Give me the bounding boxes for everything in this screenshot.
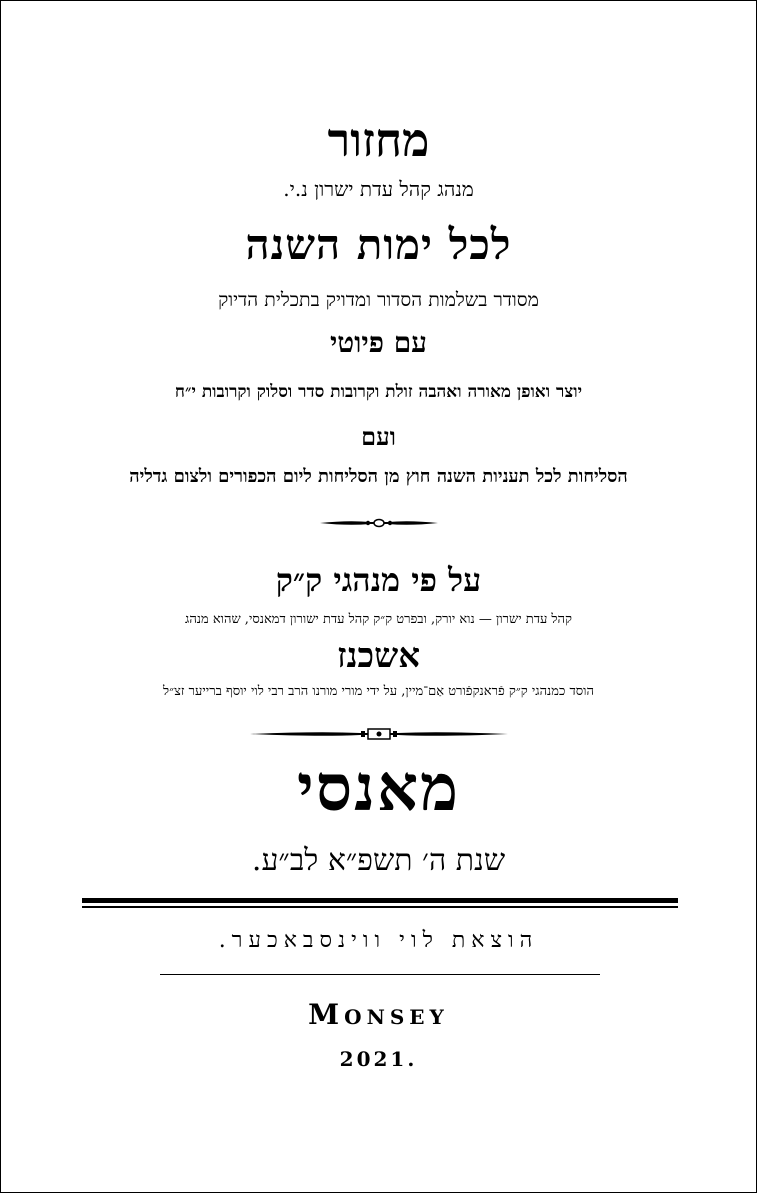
bottom-rule — [160, 974, 600, 975]
selichot-line: הסליחות לכל תעניות השנה חוץ מן הסליחות ליום הכפורים ולצום גדליה — [129, 466, 628, 487]
community-line: קהל עדת ישרון — נוא יורק, ובפרט ק״ק קהל עדת ישורון דמאנסי, שהוא מנהג — [185, 612, 572, 627]
ornament-divider-middle — [248, 726, 510, 742]
rite-line: מנהג קהל עדת ישרון נ.י. — [283, 177, 474, 201]
double-rule-thick — [82, 898, 678, 903]
publication-date: 2021. — [339, 1047, 418, 1071]
customs-heading: על פי מנהגי ק״ק — [275, 561, 482, 599]
double-rule-thin — [82, 906, 678, 908]
arranged-by-line: הוסד כמנהגי ק״ק פֿראנקפֿורט אַם־מיין, על ידי מורי מורנו הרב רבי לוי יוסף ברייער זצ״ל — [163, 684, 594, 699]
city-name: Monsey — [308, 998, 449, 1031]
ornament-divider-top — [318, 516, 440, 530]
description-line: מסודר בשלמות הסדור ומדויק בתכלית הדיוק — [218, 289, 539, 311]
and-with-heading: ועם — [361, 422, 396, 451]
monsey-hebrew-heading: מאנסי — [296, 751, 461, 826]
year-line: שנת ה׳ תשפ״א לב״ע. — [251, 843, 506, 878]
ashkenaz-heading: אשכנז — [336, 636, 421, 676]
book-title: מחזור — [327, 113, 430, 167]
publisher-line: הוצאת לוי ווינסבאכער. — [218, 928, 539, 953]
piyutim-list: יוצר ואופן מאורה ואהבה זולת וקרובות סדר וסלוק וקרובות י״ח — [174, 382, 583, 402]
with-piyutim-heading: עם פיוטי — [329, 326, 428, 359]
all-days-heading: לכל ימות השנה — [245, 220, 512, 269]
